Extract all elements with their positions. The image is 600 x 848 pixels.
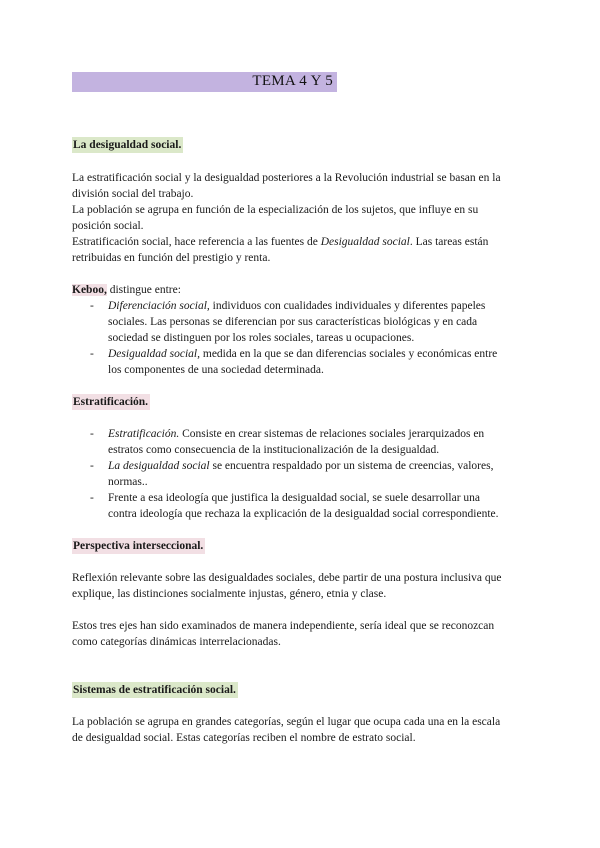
- text-fragment: individuos con cualidades individuales y diferentes papeles: [209, 300, 486, 312]
- paragraph-desigualdad-3: [72, 234, 532, 266]
- text-fragment: distingue entre:: [106, 284, 181, 296]
- text-fragment: . Las tareas están: [409, 236, 489, 248]
- text-line: [72, 234, 532, 250]
- dash-bullet: -: [90, 300, 94, 312]
- text-line: sociedad se distinguen por los roles sociales, tareas u ocupaciones.: [108, 332, 415, 344]
- list-item: [72, 426, 532, 458]
- text-line: [108, 426, 532, 442]
- text-line: los componentes de una sociedad determinada.: [108, 364, 324, 376]
- dash-bullet: -: [90, 460, 94, 472]
- text-line: La población se agrupa en función de la especialización de los sujetos, que influye en su: [72, 204, 479, 216]
- text-line: retribuidas en función del prestigio y renta.: [72, 252, 271, 264]
- text-line: sociales. Las personas se diferencian por sus características biológicas y en cada: [108, 316, 478, 328]
- text-line: posición social.: [72, 220, 144, 232]
- dash-bullet: -: [90, 348, 94, 360]
- text-line: división social del trabajo.: [72, 188, 194, 200]
- heading-perspectiva-interseccional: Perspectiva interseccional.: [73, 540, 204, 552]
- text-line: de desigualdad social. Estas categorías reciben el nombre de estrato social.: [72, 732, 416, 744]
- text-line: [72, 282, 532, 298]
- text-line: Frente a esa ideología que justifica la desigualdad social, se suele desarrollar una: [108, 492, 481, 504]
- estratificacion-list: [72, 426, 532, 522]
- page-title: TEMA 4 Y 5: [252, 73, 333, 89]
- text-line: estratos como consecuencia de la institucionalización de la desigualdad.: [108, 444, 440, 456]
- text-line: normas..: [108, 476, 148, 488]
- title-banner: [72, 72, 337, 92]
- heading-desigualdad-social: La desigualdad social.: [73, 139, 182, 151]
- paragraph-interseccional-2: [72, 618, 532, 650]
- list-item: [72, 298, 532, 346]
- text-line: La estratificación social y la desigualdad posteriores a la Revolución industrial se basan en la: [72, 172, 501, 184]
- list-item: [72, 490, 532, 522]
- text-line: Estos tres ejes han sido examinados de manera independiente, sería ideal que se reconozcan: [72, 620, 495, 632]
- keboo-list: [72, 298, 532, 378]
- text-line: Reflexión relevante sobre las desigualdades sociales, debe partir de una postura inclusiva que: [72, 572, 502, 584]
- italic-term: Estratificación.: [108, 428, 180, 440]
- text-fragment: Estratificación social, hace referencia a las fuentes de: [72, 236, 321, 248]
- text-line: [108, 298, 532, 314]
- italic-term: Desigualdad social,: [108, 348, 200, 360]
- keboo-intro: [72, 282, 532, 298]
- italic-term: La desigualdad social: [108, 460, 210, 472]
- list-item: [72, 458, 532, 490]
- text-fragment: Consiste en crear sistemas de relaciones sociales jerarquizados en: [179, 428, 485, 440]
- paragraph-desigualdad-1: [72, 170, 532, 202]
- italic-term: Desigualdad social: [320, 236, 410, 248]
- list-item: [72, 346, 532, 378]
- heading-estratificacion: Estratificación.: [73, 396, 149, 408]
- keboo-name: Keboo,: [72, 284, 107, 296]
- paragraph-desigualdad-2: [72, 202, 532, 234]
- text-fragment: medida en la que se dan diferencias sociales y económicas entre: [200, 348, 498, 360]
- text-line: La población se agrupa en grandes categorías, según el lugar que ocupa cada una en la escala: [72, 716, 501, 728]
- text-line: contra ideología que rechaza la explicación de la desigualdad social correspondiente.: [108, 508, 499, 520]
- dash-bullet: -: [90, 492, 94, 504]
- dash-bullet: -: [90, 428, 94, 440]
- paragraph-sistemas-1: [72, 714, 532, 746]
- text-line: [108, 346, 532, 362]
- text-line: explique, las distinciones socialmente injustas, género, etnia y clase.: [72, 588, 387, 600]
- text-fragment: se encuentra respaldado por un sistema de creencias, valores,: [209, 460, 494, 472]
- text-line: como categorías dinámicas interrelacionadas.: [72, 636, 281, 648]
- italic-term: Diferenciación social,: [108, 300, 210, 312]
- heading-sistemas-estratificacion: Sistemas de estratificación social.: [73, 684, 236, 696]
- paragraph-interseccional-1: [72, 570, 532, 602]
- text-line: [108, 458, 532, 474]
